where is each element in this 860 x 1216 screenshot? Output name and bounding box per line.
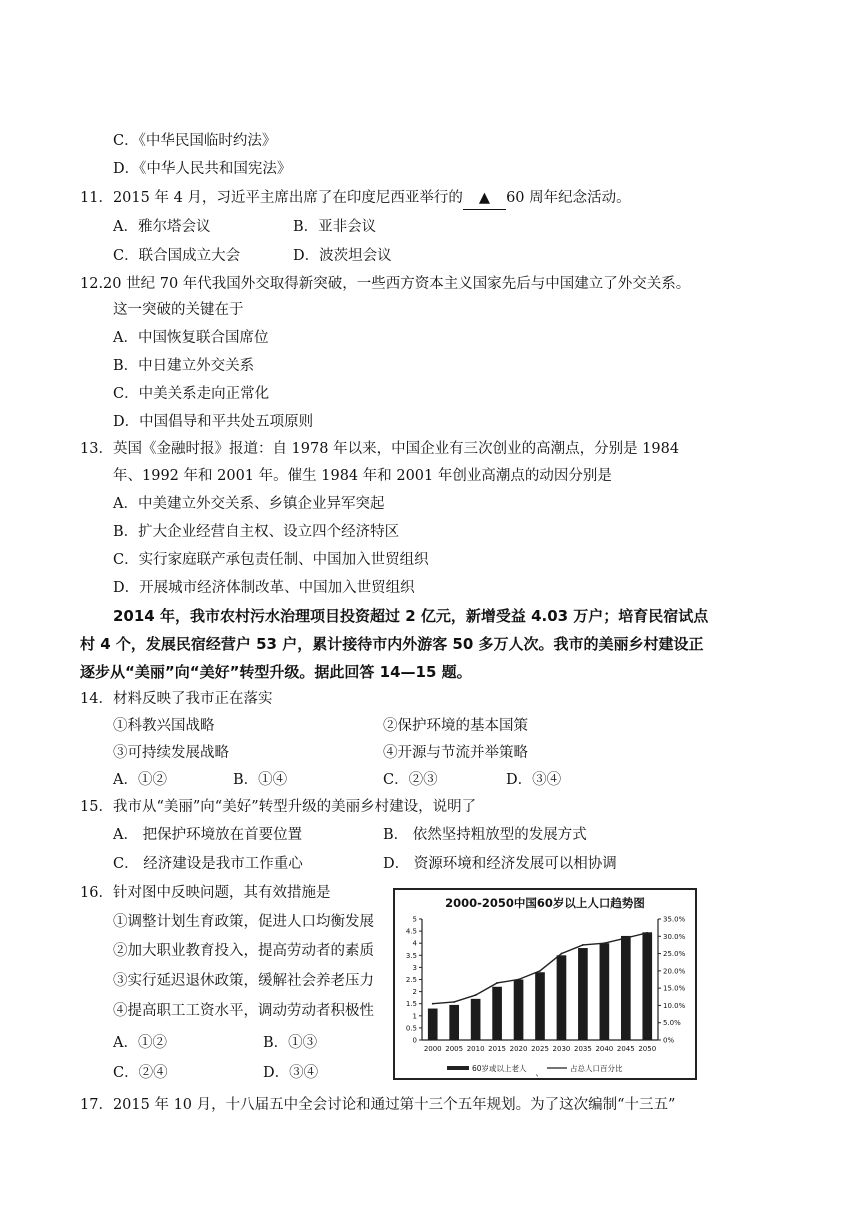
- q14-item-2: ②保护环境的基本国策: [383, 718, 528, 734]
- q15-option-b: B． 依然坚持粗放型的发展方式: [383, 827, 587, 843]
- q16-item-1: ①调整计划生育政策，促进人口均衡发展: [113, 914, 374, 930]
- legend-bar-swatch: [447, 1066, 469, 1070]
- q12-option-a: A．中国恢复联合国席位: [113, 330, 269, 346]
- q14-item-4: ④开源与节流并举策略: [383, 745, 528, 761]
- bar-2010: [471, 999, 481, 1040]
- q11-option-c: C．联合国成立大会: [113, 248, 241, 264]
- percent-point-2040: [603, 942, 605, 944]
- legend-bar-label: 60岁或以上老人: [472, 1064, 527, 1073]
- q15-option-c: C． 经济建设是我市工作重心: [113, 856, 303, 872]
- q13-stem-line2: 年、1992 年和 2001 年。催生 1984 年和 2001 年创业高潮点的动因分别是: [113, 468, 612, 484]
- q16-option-c: C．②④: [113, 1065, 168, 1081]
- x-tick-label: 2045: [616, 1045, 635, 1053]
- right-tick-label: 10.0%: [663, 1001, 686, 1010]
- material-line2: 村 4 个，发展民宿经营户 53 户，累计接待市内外游客 50 多万人次。我市的美丽乡村建设正: [80, 635, 704, 653]
- bar-2020: [514, 980, 524, 1041]
- q13-option-d: D．开展城市经济体制改革、中国加入世贸组织: [113, 580, 415, 596]
- left-tick-label: 3: [412, 963, 417, 972]
- left-tick-label: 1.5: [405, 1000, 417, 1009]
- q13-stem-line1: 13．英国《金融时报》报道：自 1978 年以来，中国企业有三次创业的高潮点，分别是 1984: [80, 441, 680, 457]
- x-tick-label: 2040: [595, 1045, 614, 1053]
- q14-stem: 14．材料反映了我市正在落实: [80, 691, 273, 707]
- x-tick-label: 2000: [423, 1045, 442, 1053]
- bar-2040: [600, 943, 610, 1040]
- material-line1: 2014 年，我市农村污水治理项目投资超过 2 亿元，新增受益 4.03 万户；培育民宿试点: [113, 607, 709, 625]
- right-tick-label: 15.0%: [663, 984, 686, 993]
- bar-2025: [535, 972, 545, 1040]
- q17-stem: 17．2015 年 10 月，十八届五中全会讨论和通过第十三个五年规划。为了这次编制“十三五”: [80, 1097, 676, 1113]
- left-tick-label: 4.5: [405, 927, 417, 936]
- percent-point-2035: [582, 944, 584, 946]
- q11-stem: [80, 187, 631, 210]
- legend-line-label: 占总人口百分比: [570, 1064, 623, 1073]
- q10-option-d: D．《中华人民共和国宪法》: [113, 161, 292, 177]
- q16-option-a: A．①②: [113, 1035, 167, 1051]
- x-tick-label: 2025: [531, 1045, 549, 1053]
- q12-stem-line2: 这一突破的关键在于: [113, 302, 244, 318]
- q13-option-b: B．扩大企业经营自主权、设立四个经济特区: [113, 524, 400, 540]
- q14-item-3: ③可持续发展战略: [113, 745, 229, 761]
- q16-stem: 16．针对图中反映问题，其有效措施是: [80, 885, 331, 901]
- bar-2015: [492, 987, 502, 1040]
- q16-item-4: ④提高职工工资水平，调动劳动者积极性: [113, 1003, 374, 1019]
- right-tick-label: 30.0%: [663, 932, 686, 941]
- q14-option-a: A．①②: [113, 772, 167, 788]
- percent-point-2000: [432, 1003, 434, 1005]
- q14-item-1: ①科教兴国战略: [113, 718, 215, 734]
- bar-2050: [642, 932, 652, 1040]
- q14-option-c: C．②③: [383, 772, 438, 788]
- percent-point-2030: [561, 953, 563, 955]
- q11-option-a: A．雅尔塔会议: [113, 219, 211, 235]
- q13-option-c: C．实行家庭联产承包责任制、中国加入世贸组织: [113, 552, 429, 568]
- q12-option-b: B．中日建立外交关系: [113, 358, 255, 374]
- left-tick-label: 5: [412, 915, 417, 924]
- q15-stem: 15．我市从“美丽”向“美好”转型升级的美丽乡村建设，说明了: [80, 799, 477, 815]
- right-tick-label: 5.0%: [663, 1019, 681, 1028]
- percent-point-2050: [646, 932, 648, 934]
- material-line3: 逐步从“美丽”向“美好”转型升级。据此回答 14—15 题。: [80, 663, 472, 681]
- percent-point-2025: [539, 970, 541, 972]
- percent-point-2015: [496, 982, 498, 984]
- percent-point-2005: [453, 1001, 455, 1003]
- q14-option-b: B．①④: [233, 772, 288, 788]
- percent-point-2045: [625, 937, 627, 939]
- left-tick-label: 1: [412, 1012, 417, 1021]
- q12-stem-line1: 12.20 世纪 70 年代我国外交取得新突破，一些西方资本主义国家先后与中国建立了外交关系。: [80, 276, 691, 292]
- q12-option-c: C．中美关系走向正常化: [113, 386, 270, 402]
- x-tick-label: 2020: [509, 1045, 528, 1053]
- q12-option-d: D．中国倡导和平共处五项原则: [113, 414, 314, 430]
- bar-2000: [428, 1009, 438, 1040]
- q16-option-b: B．①③: [263, 1035, 318, 1051]
- q16-item-2: ②加大职业教育投入，提高劳动者的素质: [113, 943, 374, 959]
- x-tick-label: 2010: [466, 1045, 485, 1053]
- left-tick-label: 0: [412, 1036, 417, 1045]
- x-tick-label: 2015: [488, 1045, 507, 1053]
- q15-option-a: A． 把保护环境放在首要位置: [113, 827, 303, 843]
- q11-answer-blank: ▲: [463, 187, 506, 210]
- right-tick-label: 20.0%: [663, 967, 686, 976]
- q10-option-c: C．《中华民国临时约法》: [113, 133, 277, 149]
- left-tick-label: 4: [412, 939, 417, 948]
- left-tick-label: 2: [412, 988, 417, 997]
- q11-option-b: B．亚非会议: [293, 219, 377, 235]
- percent-point-2010: [475, 994, 477, 996]
- q15-option-d: D． 资源环境和经济发展可以相协调: [383, 856, 617, 872]
- q16-option-d: D．③④: [263, 1065, 319, 1081]
- x-tick-label: 2050: [638, 1045, 657, 1053]
- q13-option-a: A．中美建立外交关系、乡镇企业异军突起: [113, 496, 385, 512]
- right-tick-label: 0%: [663, 1036, 675, 1045]
- x-tick-label: 2030: [552, 1045, 571, 1053]
- left-tick-label: 0.5: [405, 1024, 417, 1033]
- percent-point-2020: [518, 979, 520, 981]
- right-tick-label: 35.0%: [663, 915, 686, 924]
- bar-2005: [449, 1005, 459, 1040]
- chart-title: 2000-2050中国60岁以上人口趋势图: [445, 896, 645, 910]
- q11-option-d: D．波茨坦会议: [293, 248, 392, 264]
- x-tick-label: 2035: [573, 1045, 592, 1053]
- right-tick-label: 25.0%: [663, 950, 686, 959]
- x-tick-label: 2005: [445, 1045, 464, 1053]
- bar-2045: [621, 936, 631, 1040]
- q11-stem-pre: 11．2015 年 4 月，习近平主席出席了在印度尼西亚举行的: [80, 190, 463, 206]
- left-tick-label: 2.5: [405, 976, 417, 984]
- left-tick-label: 3.5: [405, 951, 417, 960]
- bar-2030: [557, 955, 567, 1040]
- bar-2035: [578, 948, 588, 1040]
- q16-item-3: ③实行延迟退休政策，缓解社会养老压力: [113, 973, 374, 989]
- q14-option-d: D．③④: [506, 772, 562, 788]
- stray-mark: `: [535, 1075, 540, 1086]
- q11-stem-post: 60 周年纪念活动。: [506, 190, 631, 206]
- population-trend-chart: [392, 887, 698, 1081]
